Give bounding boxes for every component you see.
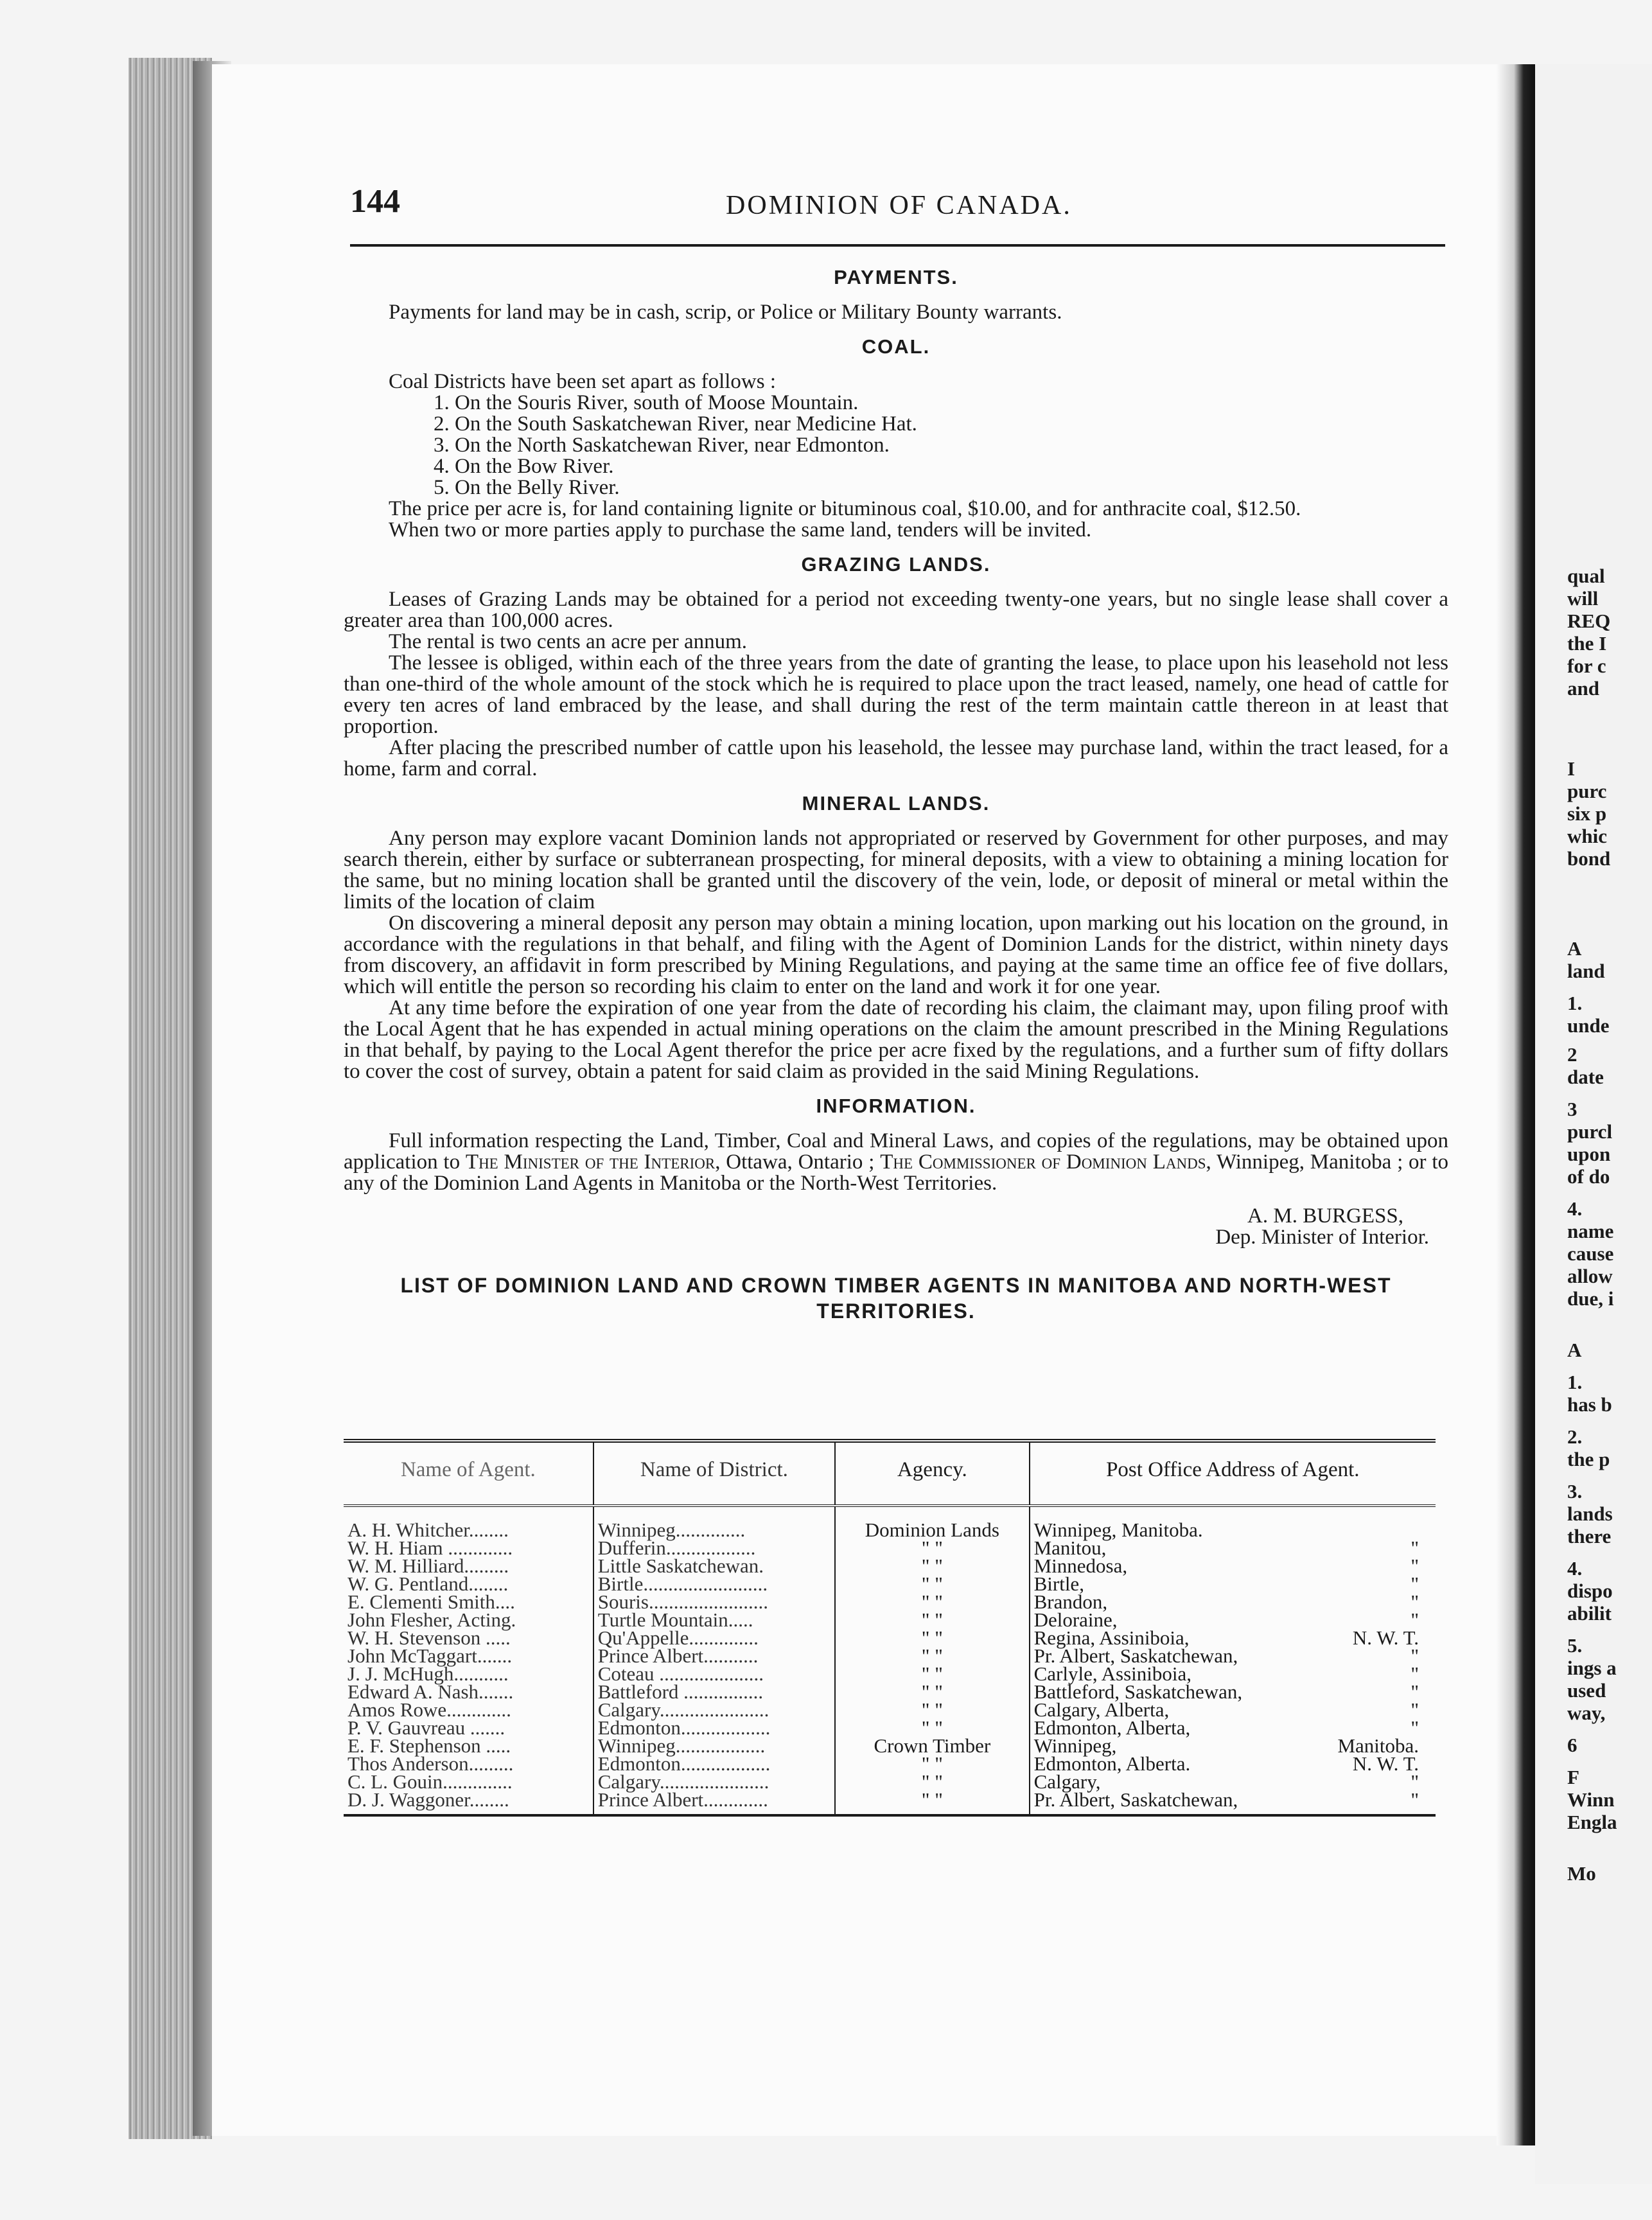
agent-name-cell: Edward A. Nash....... — [347, 1680, 514, 1703]
post-office-address: Battleford, Saskatchewan, — [1033, 1680, 1243, 1703]
running-title: DOMINION OF CANADA. — [726, 191, 1072, 220]
information-heading: INFORMATION. — [816, 1095, 976, 1117]
facing-page-fragment: whic — [1567, 825, 1607, 847]
agents-table — [344, 1439, 1436, 1817]
post-office-address: Deloraine, — [1033, 1608, 1118, 1631]
table-row — [344, 1506, 1436, 1539]
minister-name: The Minister of the Interior — [465, 1150, 716, 1174]
facing-page-fragment: 1. — [1567, 1371, 1583, 1393]
mineral-paragraph: Any person may explore vacant Dominion lands not appropriated or reserved by Government for other purposes, and may search therein, either by surface or subterranean prospecting, for mineral deposits, with a view to obtaining a mining location for the same, but no mining location shall be granted until the discovery of the vein, lode, or deposit of mineral or metal within the limits of the location of claim — [344, 827, 1448, 913]
facing-page-fragment: A — [1567, 1339, 1582, 1361]
coal-intro: Coal Districts have been set apart as follows : — [389, 370, 777, 393]
post-office-territory: " — [1410, 1555, 1419, 1577]
agency-cell: Dominion Lands — [835, 1506, 1030, 1539]
post-office-cell — [1030, 1557, 1436, 1575]
district-cell: Qu'Appelle.............. — [593, 1629, 835, 1647]
signature-name: A. M. BURGESS, — [1247, 1204, 1403, 1228]
agent-name-cell: Amos Rowe............. — [347, 1698, 511, 1721]
post-office-territory: " — [1410, 1788, 1419, 1811]
facing-page-fragment: date — [1567, 1066, 1604, 1088]
column-header-post-office: Post Office Address of Agent. — [1030, 1441, 1436, 1506]
agency-cell: " " — [835, 1539, 1030, 1557]
facing-page-fragment: abilit — [1567, 1602, 1612, 1625]
agency-cell: " " — [835, 1647, 1030, 1665]
agency-cell: " " — [835, 1665, 1030, 1683]
district-cell: Prince Albert............. — [593, 1791, 835, 1815]
post-office-territory: " — [1410, 1608, 1419, 1631]
agency-cell: " " — [835, 1593, 1030, 1611]
agency-cell: " " — [835, 1773, 1030, 1791]
post-office-territory: " — [1410, 1590, 1419, 1613]
facing-page-fragment: for c — [1567, 655, 1606, 677]
table-row — [344, 1701, 1436, 1719]
facing-page-fragment: 3. — [1567, 1480, 1583, 1502]
information-text-c: , Winnipeg, Manitoba ; or to any of the Dominion Land Agents in Manitoba or the North-West Territories. — [344, 1150, 1449, 1195]
post-office-address: Regina, Assiniboia, — [1033, 1626, 1190, 1649]
agency-cell: " " — [835, 1701, 1030, 1719]
post-office-territory: " — [1410, 1680, 1419, 1703]
grazing-paragraph: After placing the prescribed number of cattle upon his leasehold, the lessee may purchase land, within the tract leased, for a home, farm and corral. — [344, 736, 1448, 780]
district-cell: Calgary...................... — [593, 1773, 835, 1791]
facing-page-fragment: qual — [1567, 565, 1605, 587]
agents-list-title: LIST OF DOMINION LAND AND CROWN TIMBER AGENTS IN MANITOBA AND NORTH-WEST TERRITORIES. — [400, 1274, 1392, 1323]
mineral-heading: MINERAL LANDS. — [802, 792, 990, 815]
agent-name-cell: P. V. Gauvreau ....... — [347, 1716, 505, 1739]
facing-page-fragment: bond — [1567, 847, 1611, 870]
facing-page-fragment: Winn — [1567, 1788, 1615, 1811]
column-header-agent: Name of Agent. — [344, 1441, 593, 1506]
coal-tenders: When two or more parties apply to purchase the same land, tenders will be invited. — [389, 518, 1092, 542]
facing-page-fragment: I — [1567, 757, 1576, 780]
facing-page-fragment: land — [1567, 960, 1605, 982]
facing-page-fragment: lands — [1567, 1502, 1613, 1525]
facing-page-fragment: six p — [1567, 802, 1607, 825]
main-text — [344, 260, 1448, 1324]
facing-page-fragment: the p — [1567, 1448, 1610, 1470]
information-text — [344, 1131, 1448, 1194]
facing-page-fragment: 2 — [1567, 1043, 1577, 1066]
facing-page-fragment: allow — [1567, 1265, 1613, 1287]
post-office-address: Winnipeg, — [1033, 1734, 1117, 1757]
facing-page-fragment: purc — [1567, 780, 1607, 802]
header-rule — [350, 244, 1445, 247]
grazing-paragraph: The lessee is obliged, within each of the three years from the date of granting the lease, to place upon his leasehold not less than one-third of the whole amount of the stock which he is required to place upon the tract leased, namely, one head of cattle for every ten acres of land embraced by the lease, and shall during the rest of the term maintain cattle thereon in at least that proportion. — [344, 651, 1448, 738]
agent-name-cell: John Flesher, Acting. — [347, 1608, 516, 1631]
district-cell: Winnipeg.............. — [593, 1506, 835, 1539]
post-office-territory: " — [1410, 1716, 1419, 1739]
agency-cell: " " — [835, 1719, 1030, 1737]
information-text-b: , Ottawa, Ontario ; — [715, 1150, 875, 1174]
coal-price: The price per acre is, for land containing lignite or bituminous coal, $10.00, and for anthracite coal, $12.50. — [389, 497, 1301, 520]
district-cell: Battleford ................ — [593, 1683, 835, 1701]
facing-page-fragment: way, — [1567, 1702, 1606, 1724]
post-office-address: Birtle, — [1033, 1573, 1084, 1595]
coal-heading: COAL. — [861, 335, 931, 358]
agent-name-cell: W. H. Hiam ............. — [347, 1537, 513, 1559]
column-header-agency: Agency. — [835, 1441, 1030, 1506]
district-cell: Winnipeg.................. — [593, 1737, 835, 1755]
coal-district-item: 3. On the North Saskatchewan River, near Edmonton. — [434, 434, 890, 457]
district-cell: Birtle......................... — [593, 1575, 835, 1593]
agency-cell: " " — [835, 1575, 1030, 1593]
facing-page — [1535, 64, 1652, 2184]
post-office-address: Calgary, — [1033, 1770, 1101, 1793]
facing-page-fragment: ings a — [1567, 1657, 1617, 1679]
agent-name-cell: E. Clementi Smith.... — [347, 1590, 515, 1613]
agency-cell: Crown Timber — [835, 1737, 1030, 1755]
agent-name-cell: C. L. Gouin.............. — [347, 1770, 513, 1793]
agency-cell: " " — [835, 1791, 1030, 1815]
district-cell: Dufferin.................. — [593, 1539, 835, 1557]
facing-page-fragment: used — [1567, 1679, 1606, 1702]
agents-table-header — [344, 1441, 1436, 1506]
agency-cell: " " — [835, 1755, 1030, 1773]
signature-title: Dep. Minister of Interior. — [1215, 1226, 1429, 1249]
district-cell: Souris........................ — [593, 1593, 835, 1611]
facing-page-fragment: due, i — [1567, 1287, 1614, 1310]
post-office-territory: Manitoba. — [1337, 1734, 1419, 1757]
post-office-address: Winnipeg, Manitoba. — [1033, 1519, 1203, 1541]
agent-name-cell: A. H. Whitcher........ — [347, 1519, 509, 1541]
facing-page-fragment: purcl — [1567, 1120, 1613, 1143]
payments-heading: PAYMENTS. — [834, 266, 958, 288]
agent-name-cell: D. J. Waggoner........ — [344, 1791, 593, 1815]
commissioner-name: The Commissioner of Dominion Lands — [880, 1150, 1206, 1174]
district-cell: Edmonton.................. — [593, 1755, 835, 1773]
coal-district-item: 4. On the Bow River. — [434, 455, 614, 478]
agent-name-cell: W. M. Hilliard......... — [347, 1555, 509, 1577]
post-office-address: Brandon, — [1033, 1590, 1108, 1613]
facing-page-fragment: 5. — [1567, 1634, 1583, 1657]
grazing-paragraph: The rental is two cents an acre per annum. — [389, 630, 748, 653]
agent-name-cell: J. J. McHugh........... — [347, 1662, 509, 1685]
agent-name-cell: W. G. Pentland........ — [347, 1573, 509, 1595]
post-office-address: Pr. Albert, Saskatchewan, — [1033, 1788, 1238, 1811]
post-office-territory: N. W. T. — [1352, 1752, 1419, 1775]
facing-page-fragment: dispo — [1567, 1580, 1613, 1602]
facing-page-fragment: there — [1567, 1525, 1612, 1547]
agency-cell: " " — [835, 1611, 1030, 1629]
book-gutter — [1497, 64, 1535, 2145]
column-header-district: Name of District. — [593, 1441, 835, 1506]
post-office-address: Calgary, Alberta, — [1033, 1698, 1170, 1721]
post-office-address: Minnedosa, — [1033, 1555, 1128, 1577]
district-cell: Calgary...................... — [593, 1701, 835, 1719]
facing-page-fragment: 4. — [1567, 1557, 1583, 1580]
table-row — [344, 1791, 1436, 1815]
post-office-territory: " — [1410, 1698, 1419, 1721]
post-office-territory: " — [1410, 1573, 1419, 1595]
district-cell: Edmonton.................. — [593, 1719, 835, 1737]
district-cell: Turtle Mountain..... — [593, 1611, 835, 1629]
post-office-territory: N. W. T. — [1352, 1626, 1419, 1649]
facing-page-fragment: name — [1567, 1220, 1614, 1242]
post-office-territory — [1419, 1521, 1432, 1539]
agent-name-cell: W. H. Stevenson ..... — [347, 1626, 511, 1649]
agency-cell: " " — [835, 1557, 1030, 1575]
district-cell: Little Saskatchewan. — [593, 1557, 835, 1575]
post-office-address: Carlyle, Assiniboia, — [1033, 1662, 1191, 1685]
grazing-paragraph: Leases of Grazing Lands may be obtained for a period not exceeding twenty-one years, but no single lease shall cover a greater area than 100,000 acres. — [344, 588, 1448, 632]
coal-district-item: 1. On the Souris River, south of Moose Mountain. — [434, 391, 859, 414]
mineral-paragraph: At any time before the expiration of one year from the date of recording his claim, the claimant may, upon filing proof with the Local Agent that he has expended in actual mining operations on the claim the amount prescribed in the Mining Regulations in that behalf, by paying to the Local Agent therefor the price per acre fixed by the regulations, and a further sum of fifty dollars to cover the cost of survey, obtain a patent for said claim as provided in the said Mining Regulations. — [344, 996, 1448, 1083]
facing-page-fragment: 4. — [1567, 1197, 1583, 1220]
page-number: 144 — [350, 183, 400, 220]
facing-page-fragment: 2. — [1567, 1425, 1583, 1448]
facing-page-fragment: will — [1567, 587, 1599, 610]
facing-page-fragment: 1. — [1567, 992, 1583, 1014]
post-office-address: Edmonton, Alberta, — [1033, 1716, 1191, 1739]
post-office-address: Edmonton, Alberta. — [1033, 1752, 1191, 1775]
agency-cell: " " — [835, 1683, 1030, 1701]
facing-page-fragment: the I — [1567, 632, 1607, 655]
post-office-territory: " — [1410, 1770, 1419, 1793]
coal-district-item: 5. On the Belly River. — [434, 476, 620, 499]
post-office-territory: " — [1410, 1662, 1419, 1685]
grazing-heading: GRAZING LANDS. — [801, 553, 991, 576]
post-office-address: Manitou, — [1033, 1537, 1107, 1559]
agent-name-cell: Thos Anderson......... — [347, 1752, 514, 1775]
district-cell: Coteau ..................... — [593, 1665, 835, 1683]
facing-page-fragment: Mo — [1567, 1862, 1596, 1885]
facing-page-fragment: unde — [1567, 1014, 1610, 1037]
district-cell: Prince Albert........... — [593, 1647, 835, 1665]
facing-page-fragment: of do — [1567, 1165, 1610, 1188]
mineral-paragraph: On discovering a mineral deposit any person may obtain a mining location, upon marking out his location on the ground, in accordance with the regulations in that behalf, and filing with the Agent of Dominion Lands for the district, within ninety days from discovery, an affidavit in form prescribed by Mining Regulations, and paying at the same time an office fee of five dollars, which will entitle the person so recording his claim to enter on the land and work it for one year. — [344, 912, 1448, 998]
facing-page-fragment: has b — [1567, 1393, 1612, 1416]
post-office-address: Pr. Albert, Saskatchewan, — [1033, 1644, 1238, 1667]
facing-page-fragment: cause — [1567, 1242, 1614, 1265]
information-text-a: Full information respecting the Land, Timber, Coal and Mineral Laws, and copies of the regulations, may be obtained upon application to — [344, 1129, 1448, 1174]
facing-page-fragment: upon — [1567, 1143, 1611, 1165]
payments-text: Payments for land may be in cash, scrip, or Police or Military Bounty warrants. — [389, 301, 1062, 324]
post-office-cell — [1030, 1788, 1436, 1815]
coal-district-item: 2. On the South Saskatchewan River, near Medicine Hat. — [434, 412, 917, 436]
agent-name-cell: E. F. Stephenson ..... — [347, 1734, 511, 1757]
facing-page-fragment: Engla — [1567, 1811, 1617, 1833]
facing-page-fragment: F — [1567, 1766, 1579, 1788]
agency-cell: " " — [835, 1629, 1030, 1647]
facing-page-fragment: A — [1567, 937, 1582, 960]
facing-page-fragment: 3 — [1567, 1098, 1577, 1120]
post-office-territory: " — [1410, 1644, 1419, 1667]
facing-page-fragment: and — [1567, 677, 1599, 700]
facing-page-fragment: 6 — [1567, 1734, 1577, 1756]
post-office-cell — [1030, 1506, 1436, 1539]
facing-page-fragment: REQ — [1567, 610, 1611, 632]
post-office-territory: " — [1410, 1537, 1419, 1559]
agent-name-cell: John McTaggart....... — [347, 1644, 513, 1667]
